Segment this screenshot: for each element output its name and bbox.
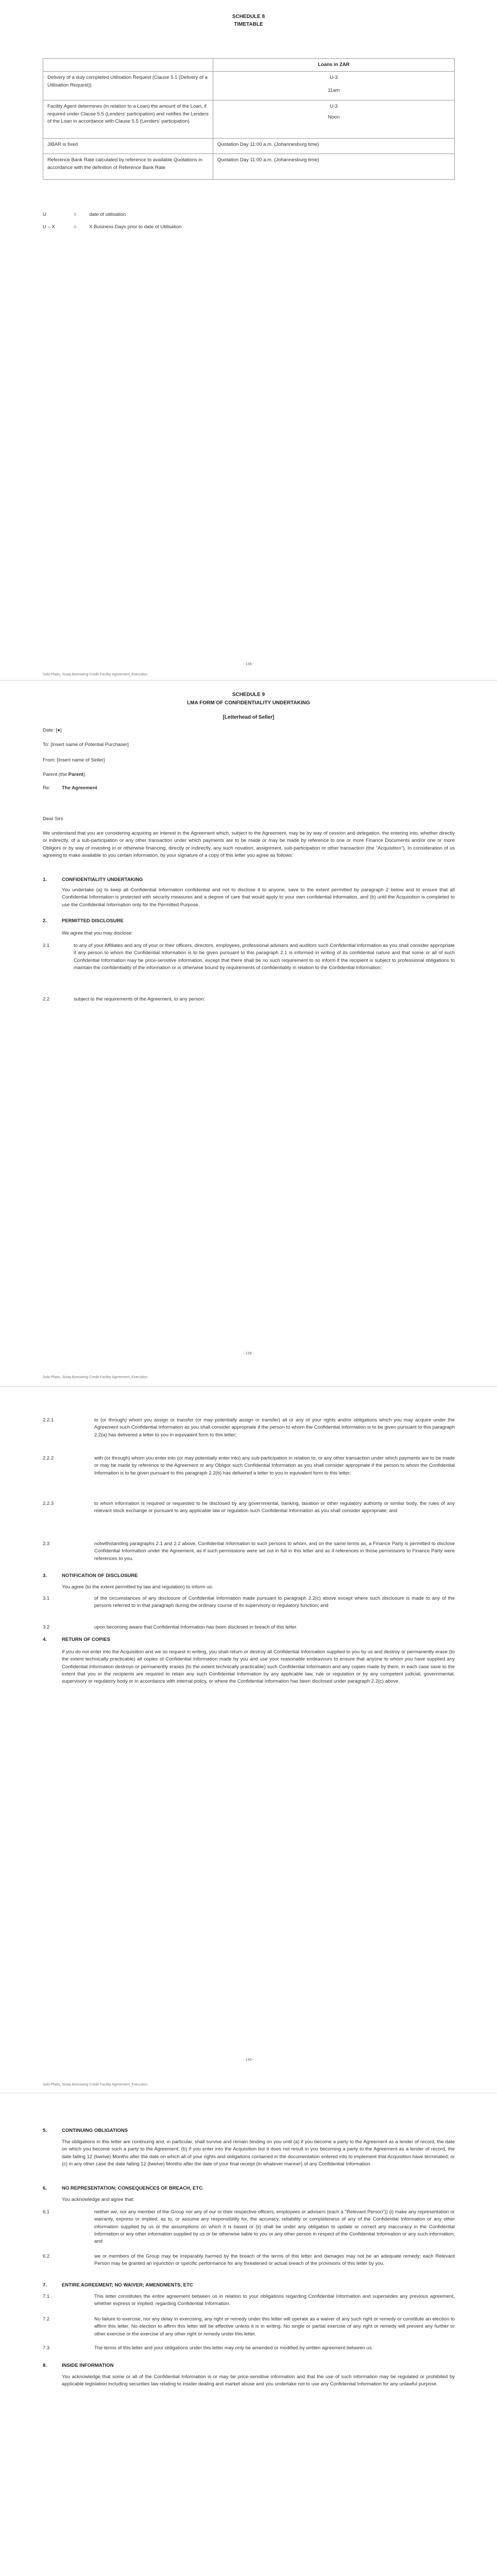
table-cell-timing (213, 72, 455, 100)
clause-text: we or members of the Group may be irreparably harmed by the breach of the terms of this letter and damages may not be an adequate remedy; each Relevant Person may be granted an injunction or specific performance for any threatened or actual breach of the provisions of this letter by you. (94, 2253, 455, 2267)
timing-day: U-3 (330, 75, 338, 81)
letter-to: To: [Insert name of Potential Purchaser] (43, 742, 129, 748)
timing-time: 11am (328, 87, 340, 93)
table-cell-timing: Quotation Day 11:00 a.m. (Johannesburg time) (213, 139, 455, 154)
clause-2-3 (43, 1540, 455, 1563)
section-title: ENTIRE AGREEMENT; NO WAIVER; AMENDMENTS, ETC (62, 2282, 193, 2288)
section-3-intro: You agree (to the extent permitted by law and regulation) to inform us: (62, 1584, 213, 1590)
section-4-heading (43, 1636, 455, 1643)
clause-number: 2.2.3 (43, 1501, 54, 1506)
definition-description: X Business Days prior to date of Utilisation (89, 224, 182, 230)
letter-parent (43, 771, 85, 778)
parent-end: ) (83, 772, 85, 777)
intro-paragraph: We understand that you are considering acquiring an interest in the Agreement which, subject to the Agreement, may be by way of cession and delegation, the entering into, whether directly or indirectly, of a sub-participation or any other transaction under which payments are to be made or may be made by reference to one or more Finance Documents and/or one or more Obligors or by way of investing in or otherwise financing, directly or indirectly, any such novation, assignment, sub-participation or other transaction (the "Acquisition"). In consideration of us agreeing to make available to you certain information, by your signature of a copy of this letter you agree as follows: (43, 831, 455, 858)
clause-number: 3.1 (43, 1596, 50, 1601)
clause-text: of the circumstances of any disclosure of Confidential Information made pursuant to paragraph 2.2(c) above except where such disclosure is made to any of the persons referred to in that paragraph during the ordinary course of its supervisory or regulatory function; and (94, 1596, 455, 1609)
section-title: CONTINUING OBLIGATIONS (62, 2128, 128, 2133)
clause-text: to (or through) whom you assign or transfer (or may potentially assign or transfer) all or any of your rights and/or obligations which you may acquire under the Agreement such Confidential Information as you shall consider appropriate if the person to whom the Confidential Information is to be given pursuant to this paragraph 2.2(a) has delivered a letter to you in equivalent form to this letter; (94, 1417, 455, 1438)
clause-2-2-1 (43, 1417, 455, 1439)
footer-text: Sobi-Platis, Sisaq Borrowing Credit Facility Agreement_Execution (43, 673, 148, 676)
clause-text: to whom information is required or requested to be disclosed by any governmental, banking, taxation or other regulatory authority or similar body, the rules of any relevant stock exchange or pursuant to any applicable law or regulation such Confidential Information as you shall consider appropriate; and (94, 1501, 455, 1514)
clause-6-2 (43, 2253, 455, 2268)
table-cell-timing: Quotation Day 11:00 a.m. (Johannesburg time) (213, 154, 455, 180)
clause-number: 2.3 (43, 1541, 50, 1547)
clause-3-1 (43, 1595, 455, 1610)
clause-text: with (or through) whom you enter into (or may potentially enter into) any sub-participation in relation to, or any other transaction under which payments are to be made or may be made by reference to the Agreement or any Obligor such Confidential Information as you shall consider appropriate if the person to whom the Confidential Information is to be given pursuant to this paragraph 2.2(b) has delivered a letter to you in equivalent form to this letter; (94, 1455, 455, 1476)
clause-7-2 (43, 2316, 455, 2338)
section-number: 3. (43, 1573, 47, 1579)
re-label: Re: (43, 785, 50, 791)
letter-date: Date: [●] (43, 727, 62, 733)
section-5-heading (43, 2127, 455, 2134)
clause-text: No failure to exercise, nor any delay in exercising, any right or remedy under this letter will operate as a waiver of any such right or remedy or constitute an election to affirm this letter. No election to affirm this letter will be effective unless it is in writing. No single or partial exercise of any right or remedy will prevent any further or other exercise or the exercise of any other right or remedy under this letter. (94, 2316, 455, 2337)
clause-2-2 (43, 996, 455, 1003)
timetable (43, 58, 455, 180)
section-title: CONFIDENTIALITY UNDERTAKING (62, 877, 143, 883)
schedule-title: TIMETABLE (234, 22, 263, 27)
section-6-intro: You acknowledge and agree that: (62, 2197, 134, 2202)
table-row (43, 139, 455, 154)
footer-text: Sobi-Platis, Sisaq Borrowing Credit Facility Agreement_Execution (43, 1376, 148, 1379)
table-row (43, 154, 455, 180)
clause-2-2-2 (43, 1455, 455, 1477)
clause-number: 7.3 (43, 2345, 50, 2351)
footer-text: Sobi-Platis, Sisaq Borrowing Credit Facility Agreement_Execution (43, 2083, 148, 2087)
table-cell-event: Reference Bank Rate calculated by reference to available Quotations in accordance with the definition of Reference Bank Rate (43, 154, 213, 180)
definition-row (43, 211, 249, 218)
clause-number: 2.2.1 (43, 1417, 54, 1423)
section-number: 5. (43, 2128, 47, 2133)
clause-3-2 (43, 1624, 455, 1631)
clause-number: 6.1 (43, 2209, 50, 2215)
section-title: RETURN OF COPIES (62, 1637, 110, 1642)
clause-text: to any of your Affiliates and any of your or their officers, directors, employees, professional advisers and auditors such Confidential Information as you shall consider appropriate if any person to whom the Confidential Information is to be given pursuant to this paragraph 2.1 is informed in writing of its confidential nature and that some or all of such Confidential Information may be price-sensitive information, except that there shall be no such requirement to so inform if the recipient is subject to professional obligations to maintain the confidentiality of the information or is otherwise bound by requirements of confidentiality in relation to the Confidential Information; (74, 943, 455, 971)
section-number: 7. (43, 2282, 47, 2288)
section-7-heading (43, 2282, 455, 2289)
section-title: NOTIFICATION OF DISCLOSURE (62, 1573, 138, 1579)
clause-7-3 (43, 2345, 455, 2352)
clause-text: This letter constitutes the entire agreement between us in relation to your obligations regarding Confidential Information and supersedes any previous agreement, whether express or implied, regarding Confidential Information. (94, 2294, 455, 2307)
clause-2-2-3 (43, 1500, 455, 1515)
table-cell-event: Delivery of a duly completed Utilisation Request (Clause 5.1 (Delivery of a Utilisation Request)) (43, 72, 213, 100)
table-header-blank (43, 59, 213, 72)
section-1-heading (43, 876, 455, 884)
page-140 (0, 1387, 497, 2093)
table-cell-event: JIBAR is fixed (43, 139, 213, 154)
clause-7-1 (43, 2293, 455, 2308)
clause-number: 3.2 (43, 1624, 50, 1630)
definition-row (43, 224, 249, 231)
section-4-text: If you do not enter into the Acquisition and we so request in writing, you shall return or destroy all Confidential Information supplied to you by us and destroy or permanently erase (to the extent technically practicable) all copies of Confidential Information made by you and use your reasonable endeavours to ensure that anyone to whom you have supplied any Confidential Information destroys or permanently erases (to the extent technically practicable) such Confidential Information and any copies made by them, in each case save to the extent that you or the recipients are required to retain any such Confidential Information by any applicable law, rule or regulation or by any competent judicial, governmental, supervisory or regulatory body or in accordance with internal policy, or where the Confidential Information has been disclosed under paragraph 2.2(c) above. (62, 1649, 455, 1684)
section-2-heading (43, 918, 455, 925)
page-number: - 139 - (243, 1351, 254, 1355)
definition-description: date of utilisation (89, 212, 126, 217)
schedule-title: LMA FORM OF CONFIDENTIALITY UNDERTAKING (187, 700, 310, 706)
clause-number: 2.1 (43, 943, 50, 948)
table-cell-timing (213, 100, 455, 139)
section-1-text: You undertake (a) to keep all Confidential Information confidential and not to disclose it to anyone, save to the extent permitted by paragraph 2 below and to ensure that all Confidential Information is protected with security measures and a degree of care that would apply to your own confidential information, and (b) until the Acquisition is completed to use the Confidential Information only for the Permitted Purpose. (62, 887, 455, 908)
clause-2-1 (43, 942, 455, 972)
salutation: Dear Sirs (43, 816, 63, 822)
letterhead: [Letterhead of Seller] (222, 715, 275, 720)
parent-label: Parent (the (43, 772, 68, 777)
section-3-heading (43, 1572, 455, 1580)
table-row (43, 100, 455, 139)
section-number: 6. (43, 2185, 47, 2191)
parent-bold: Parent (68, 772, 84, 777)
letter-re (43, 785, 97, 792)
section-8-text: You acknowledge that some or all of the Confidential Information is or may be price-sensitive information and that the use of such information may be regulated or prohibited by applicable legislation including securities law relating to insider dealing and market abuse and you undertake not to use any Confidential Information for any unlawful purpose. (62, 2374, 455, 2387)
page-139 (0, 681, 497, 1386)
page-138 (0, 0, 497, 680)
page-number: - 140 - (243, 2057, 254, 2062)
page-141 (0, 2093, 497, 2576)
table-header-loans: Loans in ZAR (213, 59, 455, 72)
clause-text: subject to the requirements of the Agreement, to any person: (74, 996, 205, 1002)
clause-text: notwithstanding paragraphs 2.1 and 2.2 above, Confidential Information to such persons to whom, and on the same terms as, a Finance Party is permitted to disclose Confidential Information under the Agreement, as if such permissions were set out in full in this letter and as if references in those permissions to Finance Party were references to you. (94, 1541, 455, 1562)
clause-text: upon becoming aware that Confidential Information has been disclosed in breach of this letter. (94, 1624, 298, 1630)
page-number: - 138 - (243, 662, 254, 666)
clause-number: 6.2 (43, 2253, 50, 2259)
re-text: The Agreement (62, 785, 97, 791)
clause-number: 2.2.2 (43, 1455, 54, 1461)
clause-text: neither we, nor any member of the Group nor any of our or their respective officers, employees or advisers (each a "Relevant Person")) (i) make any representation or warranty, express or implied, as to, or assume any responsibility for, the accuracy, reliability or completeness of any of the Confidential Information or any other information supplied by us or the assumptions on which it is based or (ii) shall be under any obligation to update or correct any inaccuracy in the Confidential Information or any other information supplied by us or be otherwise liable to you or any other person in respect of the Confidential Information or any such information; and (94, 2209, 455, 2244)
clause-6-1 (43, 2209, 455, 2245)
section-title: PERMITTED DISCLOSURE (62, 918, 124, 924)
section-5-text: The obligations in this letter are continuing and, in particular, shall survive and remain binding on you until (a) if you become a party to the Agreement as a lender of record, the date on which you become such a party to the Agreement; (b) if you enter into the Acquisition but it does not result in you becoming a party to the Agreement as a lender of record, the date falling 12 (twelve) Months after the date on which all of your rights and obligations contained in the documentation entered into to implement that Acquisition have terminated; or (c) in any other case the date falling 12 (twelve) Months after the date of your final receipt (in whatever manner) of any Confidential Information. (62, 2139, 455, 2167)
definition-term: U – X (43, 224, 55, 230)
definition-equals: = (74, 212, 77, 217)
schedule-heading: SCHEDULE 8 (232, 14, 265, 20)
section-title: INSIDE INFORMATION (62, 2363, 114, 2368)
letter-from: From: [Insert name of Seller] (43, 757, 105, 763)
definition-term: U (43, 212, 46, 217)
clause-number: 7.1 (43, 2294, 50, 2299)
section-6-heading (43, 2185, 455, 2192)
timing-day: U-3 (330, 104, 338, 110)
table-cell-event: Facility Agent determines (in relation to a Loan) the amount of the Loan, if required under Clause 5.5 (Lenders' participation) and notifies the Lenders of the Loan in accordance with Clause 5.5 (Lenders' participation) (43, 100, 213, 139)
table-header-row (43, 59, 455, 72)
schedule-heading: SCHEDULE 9 (232, 692, 265, 698)
table-row (43, 72, 455, 100)
section-number: 8. (43, 2363, 47, 2368)
clause-number: 2.2 (43, 996, 50, 1002)
definition-equals: = (74, 224, 77, 230)
section-number: 4. (43, 1637, 47, 1642)
section-2-intro: We agree that you may disclose: (62, 930, 133, 936)
section-number: 2. (43, 918, 47, 924)
clause-text: The terms of this letter and your obligations under this letter may only be amended or modified by written agreement between us. (94, 2345, 373, 2351)
section-number: 1. (43, 877, 47, 883)
timing-time: Noon (328, 114, 340, 120)
section-title: NO REPRESENTATION; CONSEQUENCES OF BREACH, ETC. (62, 2185, 204, 2191)
clause-number: 7.2 (43, 2316, 50, 2322)
section-8-heading (43, 2362, 455, 2369)
